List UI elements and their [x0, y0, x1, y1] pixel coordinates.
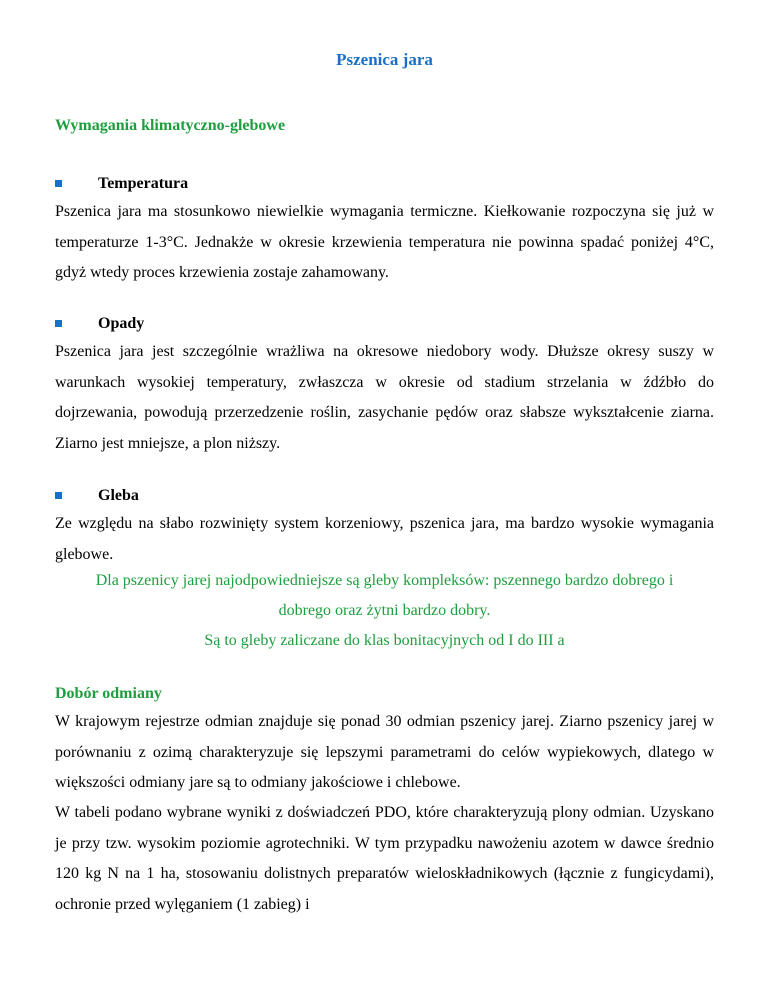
page-title: Pszenica jara	[336, 50, 433, 69]
bullet-square-icon	[55, 320, 62, 327]
soil-highlight	[55, 566, 714, 656]
variety-paragraph-2: W tabeli podano wybrane wyniki z doświadczeń PDO, które charakteryzują plony odmian. Uzyskano je przy tzw. wysokim poziomie agrotechniki. W tym przypadku nawożeniu azotem w dawce średnio 120 kg N na 1 ha, stosowaniu dolistnych preparatów wieloskładnikowych (łącznie z fungicydami), ochronie przed wylęganiem (1 zabieg) i	[55, 804, 714, 913]
soil-heading	[55, 487, 139, 505]
temperature-heading-label: Temperatura	[98, 175, 189, 192]
rainfall-heading	[55, 315, 144, 333]
bullet-square-icon	[55, 180, 62, 187]
rainfall-heading-label: Opady	[98, 315, 145, 332]
soil-highlight-line-2: dobrego oraz żytni bardzo dobry.	[278, 602, 491, 619]
section-heading-variety: Dobór odmiany	[55, 685, 162, 702]
temperature-heading	[55, 175, 188, 193]
variety-paragraph-1: W krajowym rejestrze odmian znajduje się ponad 30 odmian pszenicy jarej. Ziarno pszenicy jarej w porównaniu z ozimą charakteryzuje się lepszymi parametrami do celów wypiekowych, dlatego w większości odmiany jare są to odmiany jakościowe i chlebowe.	[55, 713, 714, 791]
rainfall-paragraph: Pszenica jara jest szczególnie wrażliwa na okresowe niedobory wody. Dłuższe okresy suszy w warunkach wysokiej temperatury, zwłaszcza w okresie od stadium strzelania w źdźbło do dojrzewania, powodują przerzedzenie roślin, zasychanie pędów oraz słabsze wykształcenie ziarna. Ziarno jest mniejsze, a plon niższy.	[55, 343, 714, 452]
soil-paragraph: Ze względu na słabo rozwinięty system korzeniowy, pszenica jara, ma bardzo wysokie wymagania glebowe.	[55, 515, 714, 563]
temperature-paragraph: Pszenica jara ma stosunkowo niewielkie wymagania termiczne. Kiełkowanie rozpoczyna się już w temperaturze 1-3°C. Jednakże w okresie krzewienia temperatura nie powinna spadać poniżej 4°C, gdyż wtedy proces krzewienia zostaje zahamowany.	[55, 203, 714, 281]
soil-heading-label: Gleba	[98, 487, 139, 504]
section-heading-climate: Wymagania klimatyczno-glebowe	[55, 117, 286, 134]
soil-highlight-line-1: Dla pszenicy jarej najodpowiedniejsze są gleby kompleksów: pszennego bardzo dobrego i	[95, 572, 674, 589]
soil-highlight-line-3: Są to gleby zaliczane do klas bonitacyjnych od I do III a	[204, 632, 565, 649]
bullet-square-icon	[55, 492, 62, 499]
